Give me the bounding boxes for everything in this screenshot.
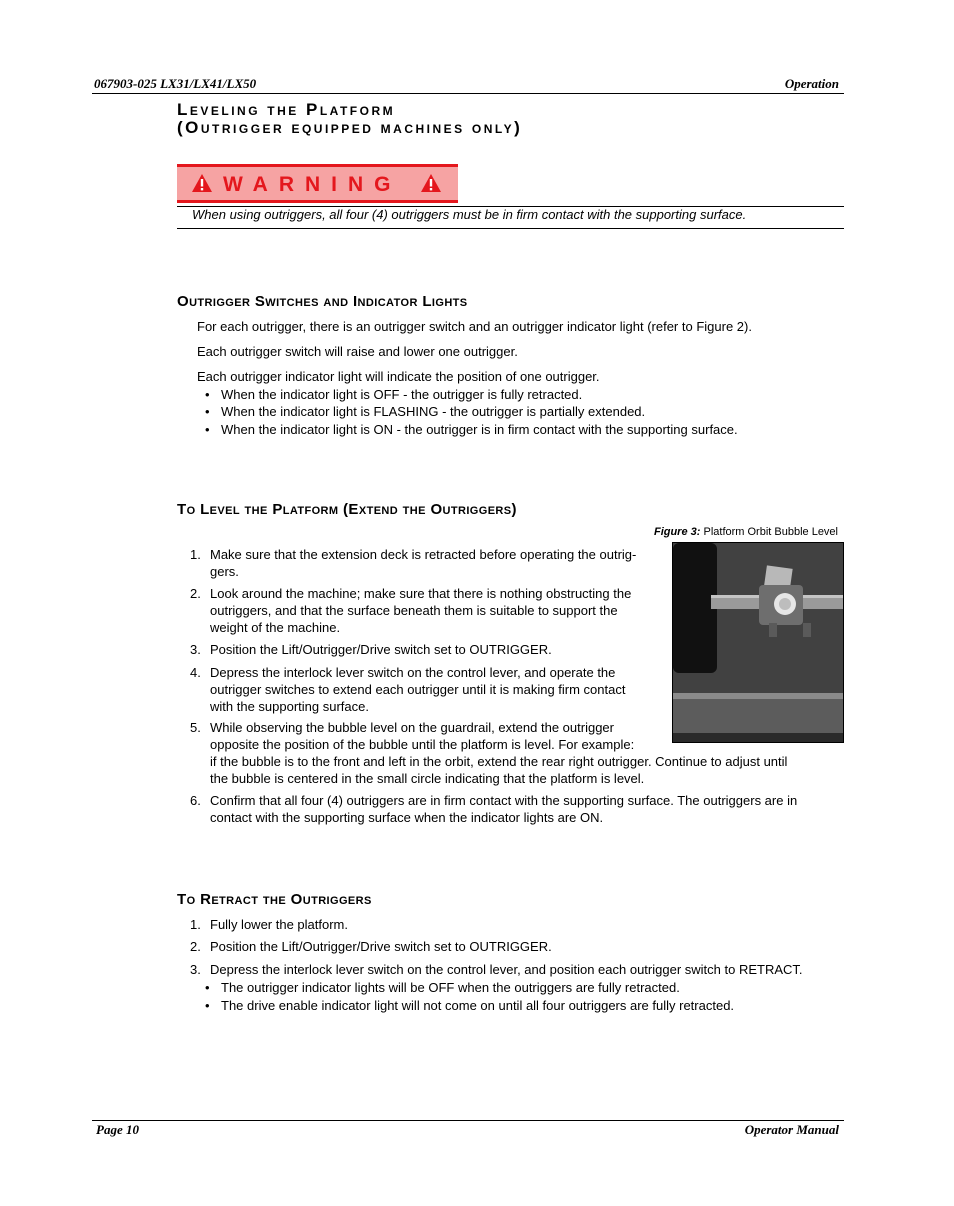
list-item: • When the indicator light is OFF - the outrigger is fully retracted. [205,387,583,402]
list-item: • The drive enable indicator light will not come on until all four outriggers are fully retracted. [205,998,735,1013]
list-item: 4. Depress the interlock lever switch on the control lever, and operate the outrigger switches to extend each outrigger until it is making firm contact with the supporting surface. [190,665,626,714]
figure-photo-bubble-level [672,542,844,743]
list-item: 1. Make sure that the extension deck is retracted before operating the outrig- gers. [190,547,637,579]
bubble-level-illustration [673,543,843,742]
section-title-extend: To Level the Platform (Extend the Outriggers) [177,501,517,518]
header-doc-id: 067903-025 LX31/LX41/LX50 [94,76,257,91]
list-item: 2. Look around the machine; make sure that there is nothing obstructing the outriggers, and that the surface beneath them is suitable to support the weight of the machine. [190,586,632,635]
list-item: 2. Position the Lift/Outrigger/Drive switch set to OUTRIGGER. [190,939,552,954]
warning-text: When using outriggers, all four (4) outriggers must be in firm contact with the supporting surface. [192,207,747,222]
warning-triangle-icon [420,173,442,193]
header-section: Operation [784,76,839,91]
list-item: • When the indicator light is ON - the outrigger is in firm contact with the supporting surface. [205,422,738,437]
paragraph: For each outrigger, there is an outrigger switch and an outrigger indicator light (refer to Figure 2). [197,319,752,334]
figure-caption [654,526,838,538]
list-item: • When the indicator light is FLASHING - the outrigger is partially extended. [205,404,646,419]
warning-rule-bottom [177,228,844,229]
list-item: • The outrigger indicator lights will be OFF when the outriggers are fully retracted. [205,980,680,995]
list-item: 3. Depress the interlock lever switch on the control lever, and position each outrigger switch to RETRACT. [190,962,803,977]
warning-triangle-icon [191,173,213,193]
list-item: 5. While observing the bubble level on the guardrail, extend the outrigger opposite the position of the bubble until the platform is level. For example: if the bubble is to the front and left in the orbit, extend the rear right outrigger. Continue to adjust until the bubble is centered in the small circle indicating that the platform is level. [190,720,788,786]
page-title [177,101,522,137]
figure-caption-text: Platform Orbit Bubble Level [703,526,838,538]
footer-page-number: Page 10 [96,1122,139,1137]
list-item: 3. Position the Lift/Outrigger/Drive switch set to OUTRIGGER. [190,642,552,657]
list-item: 1. Fully lower the platform. [190,917,348,932]
section-title-retract: To Retract the Outriggers [177,891,372,908]
page-title-line2: (Outrigger equipped machines only) [177,118,523,137]
figure-label: Figure 3: [653,526,701,538]
list-item: 6. Confirm that all four (4) outriggers are in firm contact with the supporting surface. The outriggers are in contact with the supporting surface when the indicator lights are ON. [190,793,798,825]
warning-label: WARNING [223,173,402,196]
footer-manual-title: Operator Manual [744,1122,839,1137]
paragraph: Each outrigger switch will raise and lower one outrigger. [197,344,518,359]
footer-rule [92,1120,844,1121]
paragraph: Each outrigger indicator light will indicate the position of one outrigger. [197,369,600,384]
header-rule [92,93,844,94]
section-title-switches: Outrigger Switches and Indicator Lights [177,293,468,310]
warning-banner [177,164,458,203]
page-title-line1: Leveling the Platform [177,100,396,119]
